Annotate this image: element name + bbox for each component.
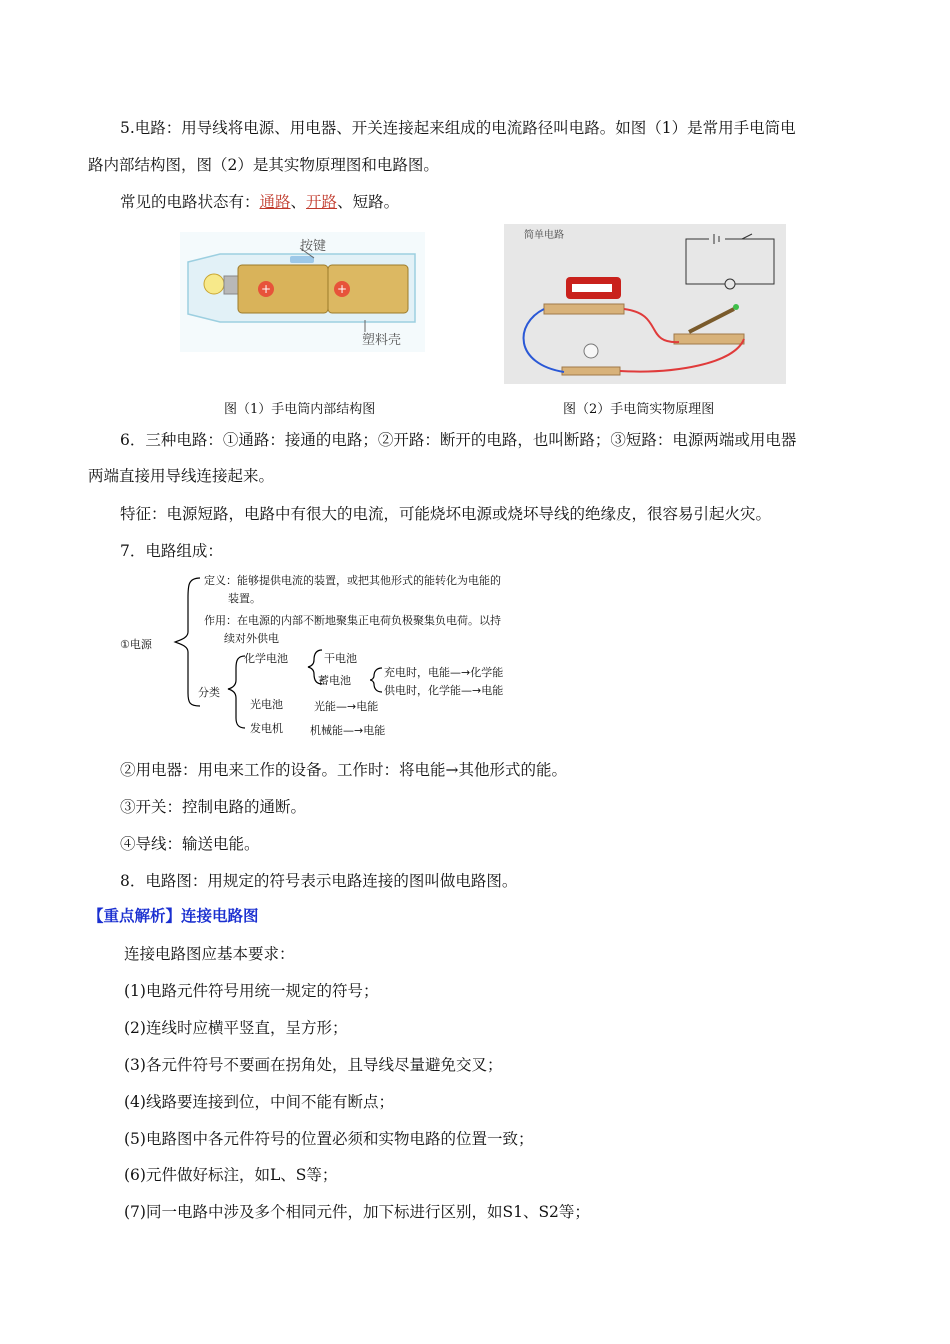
flashlight-structure-figure <box>180 232 425 352</box>
fig2-caption: 图（2）手电筒实物原理图 <box>563 402 715 417</box>
svg-text:+: + <box>336 282 348 296</box>
tree-supplying: 供电时，化学能—→电能 <box>384 684 504 697</box>
tree-def-line1: 定义：能够提供电流的装置，或把其他形式的能转化为电能的 <box>204 574 501 587</box>
tree-def-line2: 装置。 <box>228 592 261 605</box>
s7-title: 7．电路组成： <box>120 542 223 560</box>
state-short: 短路。 <box>352 193 400 211</box>
flashlight-diagram <box>180 232 425 352</box>
tree-photo-conversion: 光能—→电能 <box>314 700 379 713</box>
focus-item: (5)电路图中各元件符号的位置必须和实物电路的位置一致； <box>124 1130 534 1148</box>
s6-line1: 6．三种电路：①通路：接通的电路；②开路：断开的电路，也叫断路；③短路：电源两端或用电器 <box>120 431 797 449</box>
tree-use-line1: 作用：在电源的内部不断地聚集正电荷负极聚集负电荷。以持 <box>204 614 501 627</box>
focus-item: (2)连线时应横平竖直，呈方形； <box>124 1019 348 1037</box>
s5-line2: 路内部结构图，图（2）是其实物原理图和电路图。 <box>88 156 439 174</box>
label-simple-circuit: 简单电路 <box>524 230 564 241</box>
focus-heading: 【重点解析】连接电路图 <box>88 906 259 925</box>
state-closed: 通路 <box>259 193 291 211</box>
tree-generator-conversion: 机械能—→电能 <box>310 724 386 737</box>
focus-item: (3)各元件符号不要画在拐角处，且导线尽量避免交叉； <box>124 1056 503 1074</box>
item-consumer: ②用电器：用电来工作的设备。工作时：将电能→其他形式的能。 <box>120 761 567 779</box>
tree-charging: 充电时，电能—→化学能 <box>384 666 504 679</box>
states-prefix: 常见的电路状态有： <box>120 193 260 211</box>
focus-item: (4)线路要连接到位，中间不能有断点； <box>124 1093 394 1111</box>
simple-circuit-figure <box>504 224 786 384</box>
tree-chemical-battery: 化学电池 <box>244 652 288 665</box>
circuit-photo-diagram <box>504 224 786 384</box>
state-open: 开路 <box>306 193 338 211</box>
label-shell: 塑料壳 <box>362 333 402 348</box>
fig1-caption: 图（1）手电筒内部结构图 <box>224 402 376 417</box>
tree-dry-cell: 干电池 <box>324 652 357 665</box>
label-button: 按键 <box>300 239 327 254</box>
s8-circuit-diagram: 8．电路图：用规定的符号表示电路连接的图叫做电路图。 <box>120 872 518 890</box>
short-circuit-feature: 特征：电源短路，电路中有很大的电流，可能烧坏电源或烧坏导线的绝缘皮，很容易引起火灾。 <box>120 505 772 523</box>
circuit-states <box>120 192 399 212</box>
focus-item: (6)元件做好标注，如L、S等； <box>124 1166 338 1184</box>
sep: 、 <box>337 193 353 211</box>
tree-accumulator: 蓄电池 <box>318 674 351 687</box>
focus-intro: 连接电路图应基本要求： <box>124 945 295 963</box>
item-switch: ③开关：控制电路的通断。 <box>120 798 307 816</box>
item-wire: ④导线：输送电能。 <box>120 835 260 853</box>
tree-generator: 发电机 <box>250 722 283 735</box>
tree-photocell: 光电池 <box>250 698 283 711</box>
focus-item: (7)同一电路中涉及多个相同元件，加下标进行区别，如S1、S2等； <box>124 1203 590 1221</box>
power-source-tree <box>120 568 540 743</box>
tree-classification: 分类 <box>198 686 220 699</box>
sep: 、 <box>290 193 307 211</box>
svg-text:+: + <box>260 282 272 296</box>
tree-root-power: ①电源 <box>120 638 152 651</box>
focus-item: (1)电路元件符号用统一规定的符号； <box>124 982 379 1000</box>
s5-line1: 5.电路：用导线将电源、用电器、开关连接起来组成的电流路径叫电路。如图（1）是常用手电筒电 <box>120 119 796 137</box>
tree-use-line2: 续对外供电 <box>224 632 279 645</box>
s6-line2: 两端直接用导线连接起来。 <box>88 467 275 485</box>
